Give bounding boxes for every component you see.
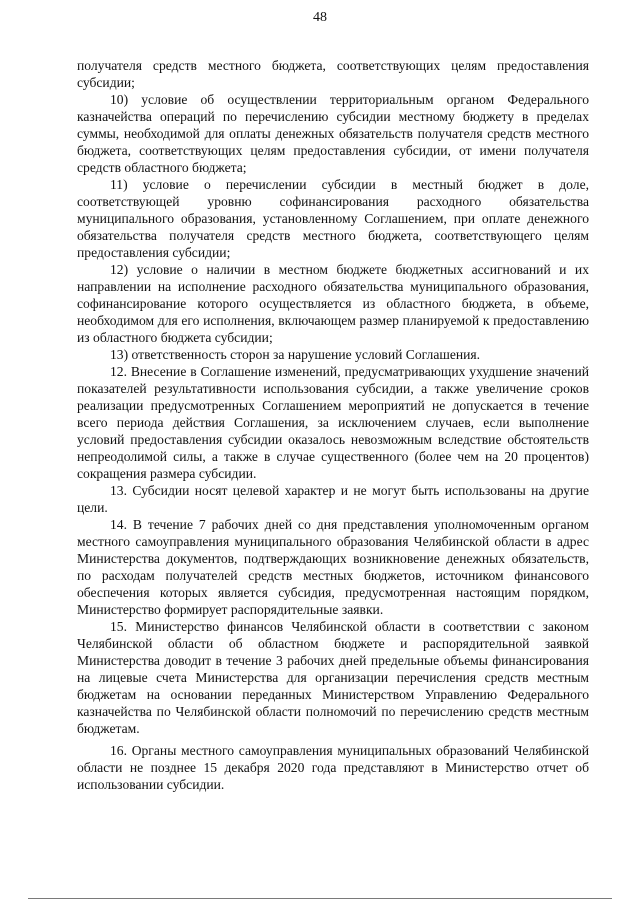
page-bottom-divider — [28, 898, 612, 899]
paragraph-clause-13: 13. Субсидии носят целевой характер и не могут быть использованы на другие цели. — [77, 483, 589, 515]
paragraph-clause-16: 16. Органы местного самоуправления муниципальных образований Челябинской области не позднее 15 декабря 2020 года представляют в Министерство отчет об использовании субсидии. — [77, 743, 589, 792]
paragraph-continuation: получателя средств местного бюджета, соответствующих целям предоставления субсидии; — [77, 58, 589, 90]
paragraph-clause-14: 14. В течение 7 рабочих дней со дня представления уполномоченным органом местного самоуправления муниципального образования Челябинской области в адрес Министерства документов, подтверждающих возникновение денежных обязательств, по расходам получателей средств местных бюджетов, источником финансового обеспечения которых является субсидия, предусмотренная настоящим порядком, Министерство формирует распорядительные заявки. — [77, 517, 589, 617]
paragraph-clause-15: 15. Министерство финансов Челябинской области в соответствии с законом Челябинской области об областном бюджете и распорядительной заявкой Министерства доводит в течение 3 рабочих дней предельные объемы финансирования на лицевые счета Министерства для организации перечисления средств местным бюджетам на основании переданных Министерством Управлению Федерального казначейства по Челябинской области полномочий по перечислению средств местным бюджетам. — [77, 619, 589, 736]
paragraph-clause-12: 12. Внесение в Соглашение изменений, предусматривающих ухудшение значений показателей результативности использования субсидии, а также увеличение сроков реализации предусмотренных Соглашением мероприятий не допускается в течение всего периода действия Соглашения, за исключением случаев, если выполнение условий предоставления субсидии оказалось невозможным вследствие обстоятельств непреодолимой силы, а также в случае существенного (более чем на 20 процентов) сокращения размера субсидии. — [77, 364, 589, 481]
document-body — [77, 57, 589, 793]
paragraph-item-13: 13) ответственность сторон за нарушение условий Соглашения. — [110, 347, 481, 362]
page-number: 48 — [313, 10, 327, 25]
paragraph-item-12: 12) условие о наличии в местном бюджете бюджетных ассигнований и их направлении на исполнение расходного обязательства муниципального образования, софинансирование которого осуществляется из областного бюджета, в объеме, необходимом для его исполнения, включающем размер планируемой к предоставлению из областного бюджета субсидии; — [77, 262, 589, 345]
paragraph-item-10: 10) условие об осуществлении территориальным органом Федерального казначейства операций по перечислению субсидии местному бюджету в пределах суммы, необходимой для оплаты денежных обязательств получателя средств местного бюджета, соответствующих целям предоставления субсидии, от имени получателя средств областного бюджета; — [77, 92, 589, 175]
paragraph-item-11: 11) условие о перечислении субсидии в местный бюджет в доле, соответствующей уровню софинансирования расходного обязательства муниципального образования, установленному Соглашением, при оплате денежного обязательства получателя средств местного бюджета, соответствующего целям предоставления субсидии; — [77, 177, 589, 260]
